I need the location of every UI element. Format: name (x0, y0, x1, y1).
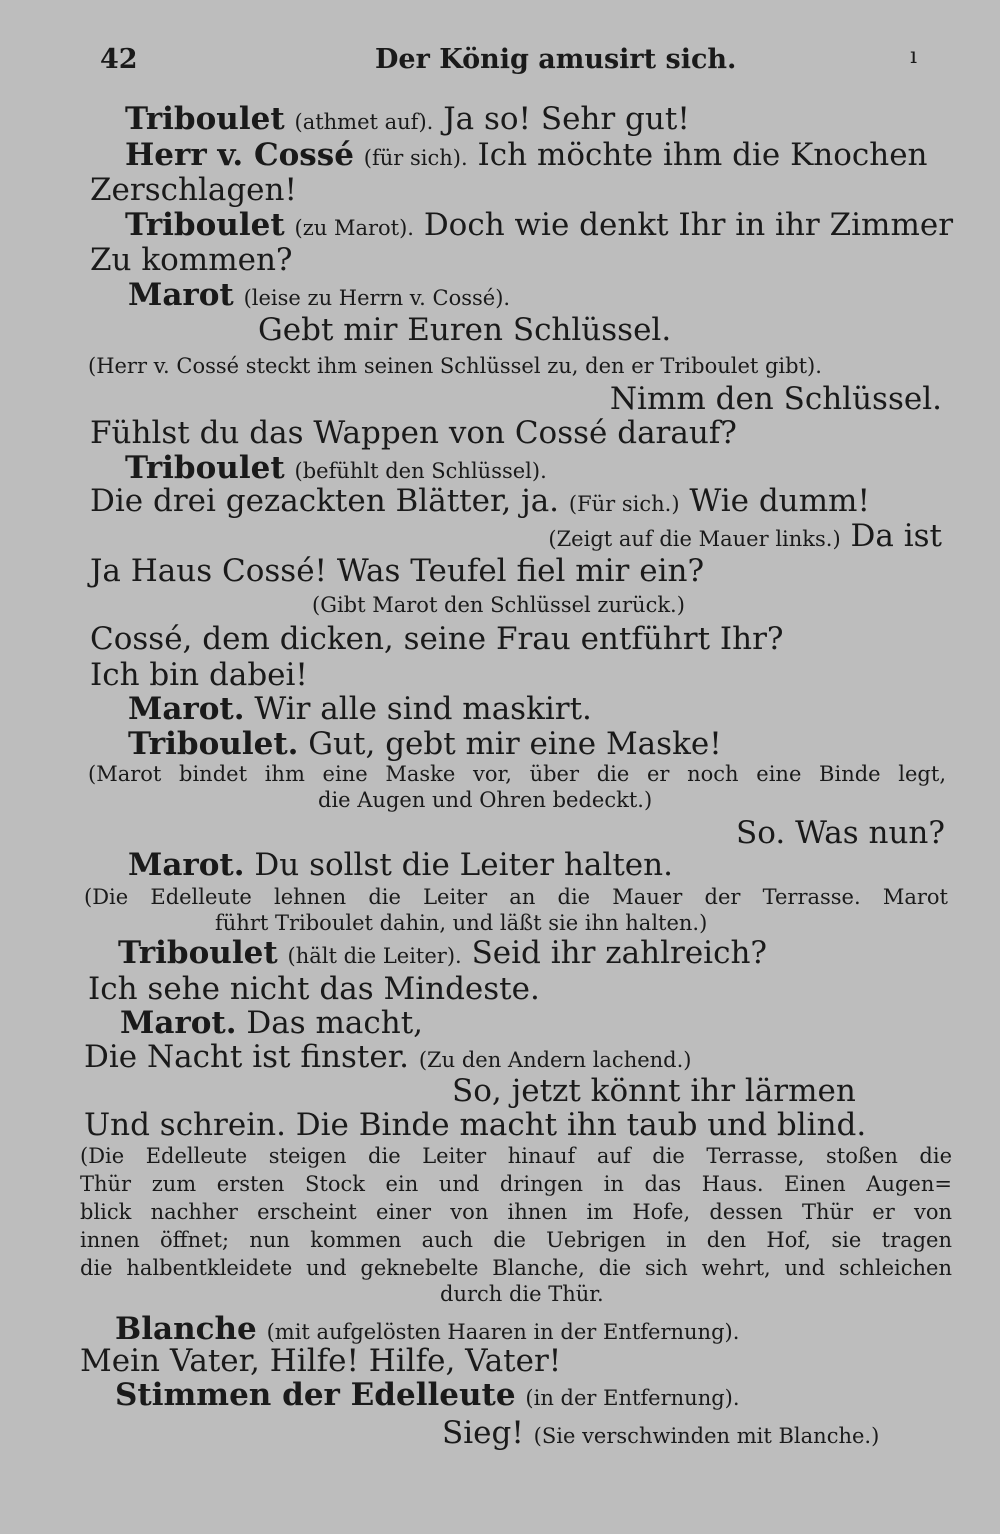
stage-direction-line: die halbentkleidete und geknebelte Blanche, die sich wehrt, und schleichen (80, 1256, 952, 1280)
verse-text: Du sollst die Leiter halten. (254, 847, 673, 883)
stage-direction: (in der Entfernung). (525, 1386, 740, 1410)
dialogue-line (128, 277, 511, 313)
verse-line: Gebt mir Euren Schlüssel. (258, 312, 672, 348)
speaker-name: Triboulet (118, 935, 278, 971)
page-number: 42 (100, 44, 138, 75)
verse-line: Und schrein. Die Binde macht ihn taub und blind. (84, 1107, 867, 1143)
verse-line: Ich sehe nicht das Mindeste. (88, 971, 540, 1007)
stage-direction: (befühlt den Schlüssel). (294, 459, 547, 483)
verse-line: Ich bin dabei! (90, 657, 308, 693)
stage-direction-line: (Die Edelleute steigen die Leiter hinauf auf die Terrasse, stoßen die (80, 1144, 952, 1168)
stage-direction-line: blick nachher erscheint einer von ihnen im Hofe, dessen Thür er von (80, 1200, 952, 1224)
verse-text: Seid ihr zahlreich? (471, 935, 768, 971)
verse-line: Ja Haus Cossé! Was Teufel fiel mir ein? (90, 553, 705, 589)
speaker-name: Marot. (128, 691, 245, 727)
stage-direction: (leise zu Herrn v. Cossé). (243, 286, 511, 310)
verse-text: Die drei gezackten Blätter, ja. (90, 483, 560, 519)
verse-text: Wie dumm! (689, 483, 870, 519)
stage-direction: (für sich). (363, 146, 468, 170)
stage-direction-line: führt Triboulet dahin, und läßt sie ihn halten.) (215, 911, 708, 935)
speaker-name: Herr v. Cossé (125, 137, 354, 173)
verse-line: Zu kommen? (90, 242, 293, 278)
verse-text: Ich möchte ihm die Knochen (477, 137, 928, 173)
stage-direction: (mit aufgelösten Haaren in der Entfernung). (266, 1320, 740, 1344)
verse-line (84, 1039, 692, 1075)
stage-direction-line: durch die Thür. (440, 1282, 604, 1306)
verse-text: Sieg! (442, 1415, 524, 1451)
stage-direction-line: (Marot bindet ihm eine Maske vor, über die er noch eine Binde legt, (88, 762, 946, 786)
verse-line (548, 518, 942, 554)
verse-line: So, jetzt könnt ihr lärmen (452, 1073, 856, 1109)
stage-direction-line: innen öffnet; nun kommen auch die Uebrigen in den Hof, sie tragen (80, 1228, 952, 1252)
dialogue-line (120, 1005, 424, 1041)
verse-line: Fühlst du das Wappen von Cossé darauf? (90, 415, 737, 451)
stage-direction: (hält die Leiter). (287, 944, 462, 968)
dialogue-line (125, 450, 547, 486)
speaker-name: Blanche (115, 1311, 257, 1347)
margin-mark: ı (910, 44, 918, 69)
stage-direction-line: Thür zum ersten Stock ein und dringen in das Haus. Einen Augen= (80, 1172, 952, 1196)
verse-line (442, 1415, 880, 1451)
speaker-name: Triboulet (125, 207, 285, 243)
stage-direction: (athmet auf). (294, 110, 434, 134)
dialogue-line (128, 691, 592, 727)
verse-text: Die Nacht ist finster. (84, 1039, 409, 1075)
stage-direction: (Zeigt auf die Mauer links.) (548, 527, 841, 551)
dialogue-line (125, 137, 928, 173)
stage-direction-line: (Gibt Marot den Schlüssel zurück.) (312, 593, 685, 617)
verse-text: Da ist (850, 518, 942, 554)
verse-text: Gut, gebt mir eine Maske! (308, 726, 722, 762)
dialogue-line (128, 847, 673, 883)
verse-text: Ja so! Sehr gut! (443, 101, 690, 137)
stage-direction: (Sie verschwinden mit Blanche.) (533, 1424, 880, 1448)
verse-line: So. Was nun? (736, 815, 945, 851)
stage-direction: (Zu den Andern lachend.) (418, 1048, 692, 1072)
dialogue-line (115, 1377, 740, 1413)
dialogue-line (118, 935, 768, 971)
speaker-name: Triboulet (125, 101, 285, 137)
verse-line: Mein Vater, Hilfe! Hilfe, Vater! (80, 1343, 562, 1379)
verse-line: Nimm den Schlüssel. (609, 381, 942, 417)
speaker-name: Stimmen der Edelleute (115, 1377, 516, 1413)
verse-line (90, 483, 870, 519)
running-title: Der König amusirt sich. (375, 44, 737, 75)
dialogue-line (125, 207, 954, 243)
stage-direction: (Für sich.) (568, 492, 680, 516)
verse-text: Das macht, (246, 1005, 424, 1041)
stage-direction: (zu Marot). (294, 216, 414, 240)
stage-direction-line: (Die Edelleute lehnen die Leiter an die Mauer der Terrasse. Marot (84, 885, 948, 909)
speaker-name: Marot. (128, 847, 245, 883)
speaker-name: Triboulet (125, 450, 285, 486)
stage-direction-line: die Augen und Ohren bedeckt.) (318, 788, 653, 812)
verse-line: Zerschlagen! (90, 172, 297, 208)
speaker-name: Triboulet. (128, 726, 299, 762)
verse-text: Doch wie denkt Ihr in ihr Zimmer (423, 207, 954, 243)
dialogue-line (128, 726, 722, 762)
verse-line: Cossé, dem dicken, seine Frau entführt Ihr? (90, 621, 784, 657)
dialogue-line (125, 101, 690, 137)
speaker-name: Marot (128, 277, 234, 313)
speaker-name: Marot. (120, 1005, 237, 1041)
dialogue-line (115, 1311, 740, 1347)
stage-direction-line: (Herr v. Cossé steckt ihm seinen Schlüssel zu, den er Triboulet gibt). (88, 354, 822, 378)
verse-text: Wir alle sind maskirt. (254, 691, 592, 727)
